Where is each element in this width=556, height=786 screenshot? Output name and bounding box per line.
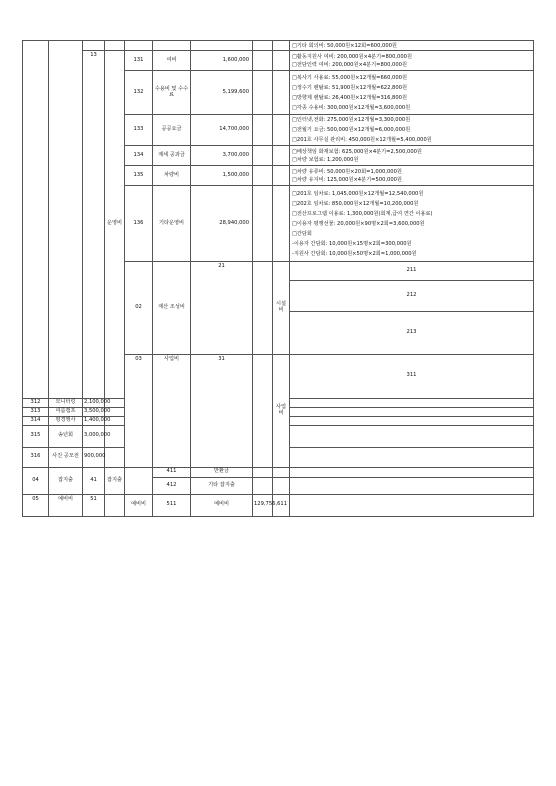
section-number: 05 — [23, 494, 49, 516]
description-line: □방향제 렌탈료: 26,400원×12개월=316,800원 — [292, 94, 407, 101]
item-code: 211 — [290, 262, 534, 281]
item-amount: 3,000,000 — [83, 425, 105, 447]
item-code: 133 — [125, 115, 153, 146]
item-amount: 28,940,000 — [191, 186, 253, 262]
description-line: □전담인력 여비: 200,000원×4분기=800,000원 — [292, 61, 407, 68]
item-name: 반환금 — [191, 467, 253, 477]
item-code: 314 — [23, 416, 49, 425]
description-line: □간담회 — [292, 230, 312, 237]
description-line: □각종 수용비: 300,000원×12개월=3,600,000원 — [292, 104, 411, 111]
category-label: 시설비 — [273, 262, 290, 355]
item-code: 136 — [125, 186, 153, 262]
category-label: 운영비 — [105, 51, 125, 399]
section-name: 예비비 — [49, 494, 83, 516]
item-amount: 1,400,000 — [83, 416, 105, 425]
description-line: □차량 유지비: 125,000원×4분기=500,000원 — [292, 176, 402, 183]
item-code: 311 — [290, 354, 534, 398]
description-line: □이용자 평행선물: 20,000원×90명×2회=3,600,000원 — [292, 220, 425, 227]
description-line: □차량 보험료: 1,200,000원 — [292, 156, 359, 163]
item-amount: 129,756,611 — [253, 494, 273, 516]
table-row — [23, 41, 534, 51]
category-label: 예비비 — [125, 494, 153, 516]
item-amount: 1,600,000 — [191, 51, 253, 71]
item-code: 313 — [23, 407, 49, 416]
section-number: 03 — [125, 354, 153, 467]
item-amount: 2,100,000 — [83, 398, 105, 407]
description-line: -이용자 간담회: 10,000원×15명×2회=300,000원 — [292, 240, 412, 247]
description-line: □차량 유류비: 50,000원×20회=1,000,000원 — [292, 168, 402, 175]
account-code: 31 — [191, 354, 253, 467]
item-name: 송년회 — [49, 425, 83, 447]
description-line: □전산프로그램 이용료: 1,300,000원(회계,급여 연간 이용료) — [292, 210, 433, 217]
item-amount — [253, 477, 273, 494]
section-number: 04 — [23, 467, 49, 494]
budget-table — [22, 40, 534, 517]
section-number: 02 — [125, 262, 153, 355]
description-line: -지원사 간담회: 10,000원×50명×2회=1,000,000원 — [292, 250, 417, 257]
section-name: 재산 조성비 — [153, 262, 191, 355]
item-name: 기타 잡지출 — [191, 477, 253, 494]
table-row — [23, 467, 534, 477]
item-code: 135 — [125, 166, 153, 186]
item-amount: 5,199,600 — [191, 71, 253, 115]
section-name: 사업비 — [153, 354, 191, 467]
item-name: 모니터링 — [49, 398, 83, 407]
item-code: 132 — [125, 71, 153, 115]
description-line: □배상책임 화재보험: 625,000원×4분기=2,500,000원 — [292, 148, 422, 155]
item-code: 411 — [153, 467, 191, 477]
item-name: 제세 공과금 — [153, 146, 191, 166]
item-name: 사진 공모전 — [49, 447, 83, 467]
item-name: 평경행사 — [49, 416, 83, 425]
item-code: 511 — [153, 494, 191, 516]
table-row — [23, 51, 534, 71]
item-amount: 1,500,000 — [191, 166, 253, 186]
account-code: 21 — [191, 262, 253, 355]
account-code: 51 — [83, 494, 105, 516]
description-line: □전월기 요금: 500,000원×12개월=6,000,000원 — [292, 127, 411, 133]
item-name: 여비 — [153, 51, 191, 71]
item-name: 예비비 — [191, 494, 253, 516]
item-name: 여름캠프 — [49, 407, 83, 416]
item-amount: 3,500,000 — [83, 407, 105, 416]
item-name: 기타운영비 — [153, 186, 191, 262]
description-line: □정수기 렌탈료: 51,900원×12개월=622,800원 — [292, 84, 407, 91]
item-code: 412 — [153, 477, 191, 494]
description-line: □활동지원사 여비: 200,000원×4분기=800,000원 — [292, 53, 412, 60]
section-name: 잡지출 — [49, 467, 83, 494]
description-line: □복사기 사용료: 55,000원×12개월=660,000원 — [292, 74, 407, 81]
description-line: □201호 사무실 관리비: 450,000원×12개월=5,400,000원 — [292, 137, 432, 143]
item-code: 315 — [23, 425, 49, 447]
item-amount: 900,000 — [83, 447, 105, 467]
item-amount: 3,700,000 — [191, 146, 253, 166]
account-code: 41 — [83, 467, 105, 494]
table-row — [23, 494, 534, 516]
item-name: 차량비 — [153, 166, 191, 186]
item-code: 212 — [290, 280, 534, 311]
item-name: 수용비 및 수수료 — [153, 71, 191, 115]
description-line: □202호 임차료: 850,000원×12개월=10,200,000원 — [292, 200, 419, 207]
description-line: □인터넷,전화: 275,000원×12개월=3,300,000원 — [292, 117, 411, 123]
account-code: 13 — [83, 51, 105, 399]
description-line: □기타 회의비: 50,000원×12회=600,000원 — [292, 42, 397, 49]
category-label: 사업비 — [273, 354, 290, 467]
item-code: 131 — [125, 51, 153, 71]
item-amount — [253, 467, 273, 477]
item-code: 316 — [23, 447, 49, 467]
category-label: 잡지출 — [105, 467, 125, 494]
item-amount: 14,700,000 — [191, 115, 253, 146]
item-code: 213 — [290, 311, 534, 354]
item-name: 공공요금 — [153, 115, 191, 146]
description-line: □201호 임차료: 1,045,000원×12개월=12,540,000원 — [292, 190, 424, 197]
item-code: 134 — [125, 146, 153, 166]
item-code: 312 — [23, 398, 49, 407]
